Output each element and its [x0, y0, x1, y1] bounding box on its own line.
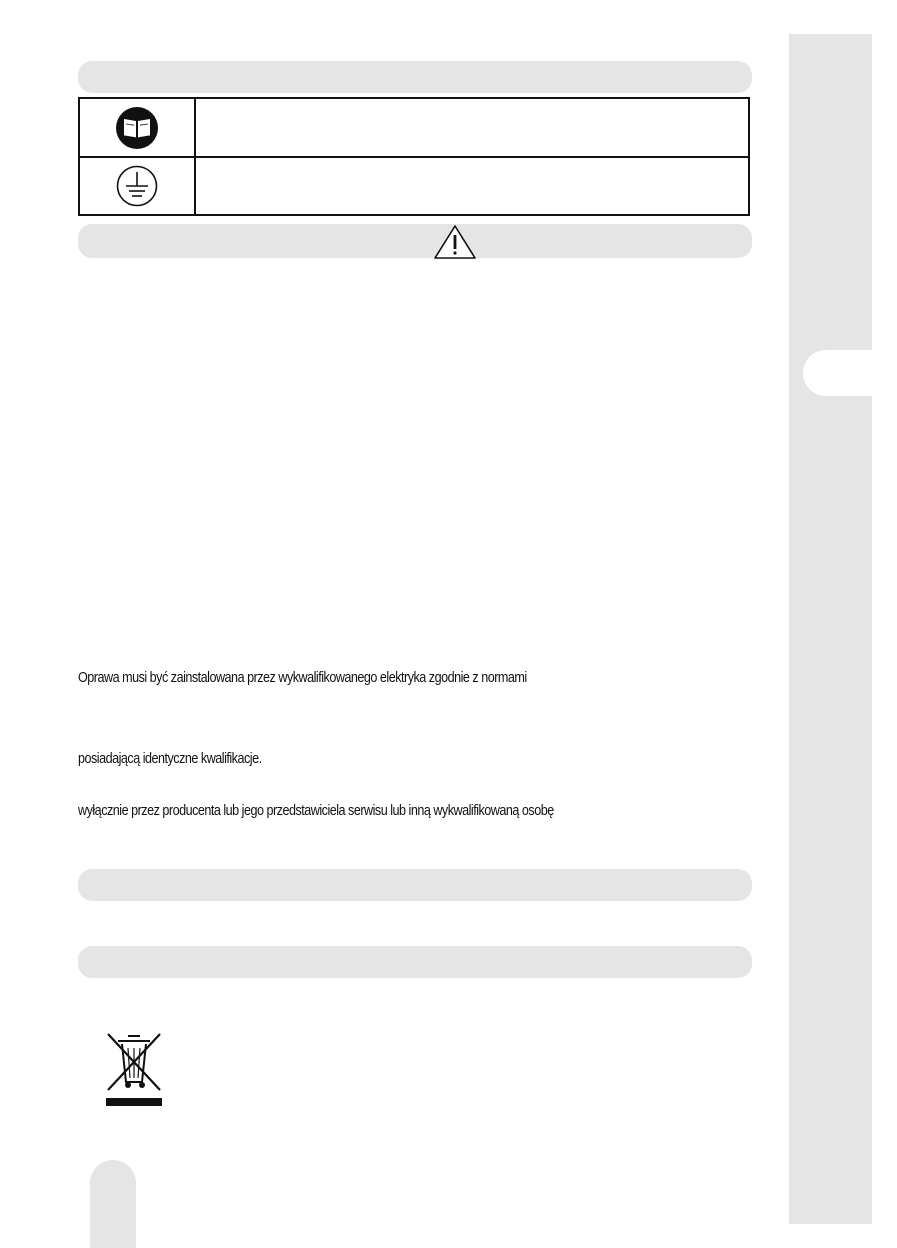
symbol-cell [80, 158, 196, 214]
body-text-line: wyłącznie przez producenta lub jego przedstawiciela serwisu lub inną wykwalifikowaną osobę [78, 802, 554, 819]
symbols-table [78, 97, 750, 216]
body-text-line: posiadającą identyczne kwalifikacje. [78, 750, 262, 767]
section-header-symbols [78, 61, 752, 93]
warning-triangle-icon [433, 224, 477, 260]
symbol-row-manual [80, 99, 748, 158]
body-text-line: Oprawa musi być zainstalowana przez wykwalifikowanego elektryka zgodnie z normami [78, 669, 527, 686]
crossed-bin-icon [104, 1032, 164, 1108]
symbol-description [198, 99, 748, 156]
section-header [78, 869, 752, 901]
protective-earth-icon [115, 164, 159, 208]
side-tab-strip [789, 34, 872, 1224]
symbol-row-earth [80, 158, 748, 214]
side-tab-notch [803, 350, 897, 396]
page-number-tab [90, 1160, 136, 1248]
symbol-cell [80, 99, 196, 156]
section-header-disposal [78, 946, 752, 978]
section-header-safety [78, 224, 752, 258]
symbol-description [198, 158, 748, 214]
book-icon [115, 106, 159, 150]
